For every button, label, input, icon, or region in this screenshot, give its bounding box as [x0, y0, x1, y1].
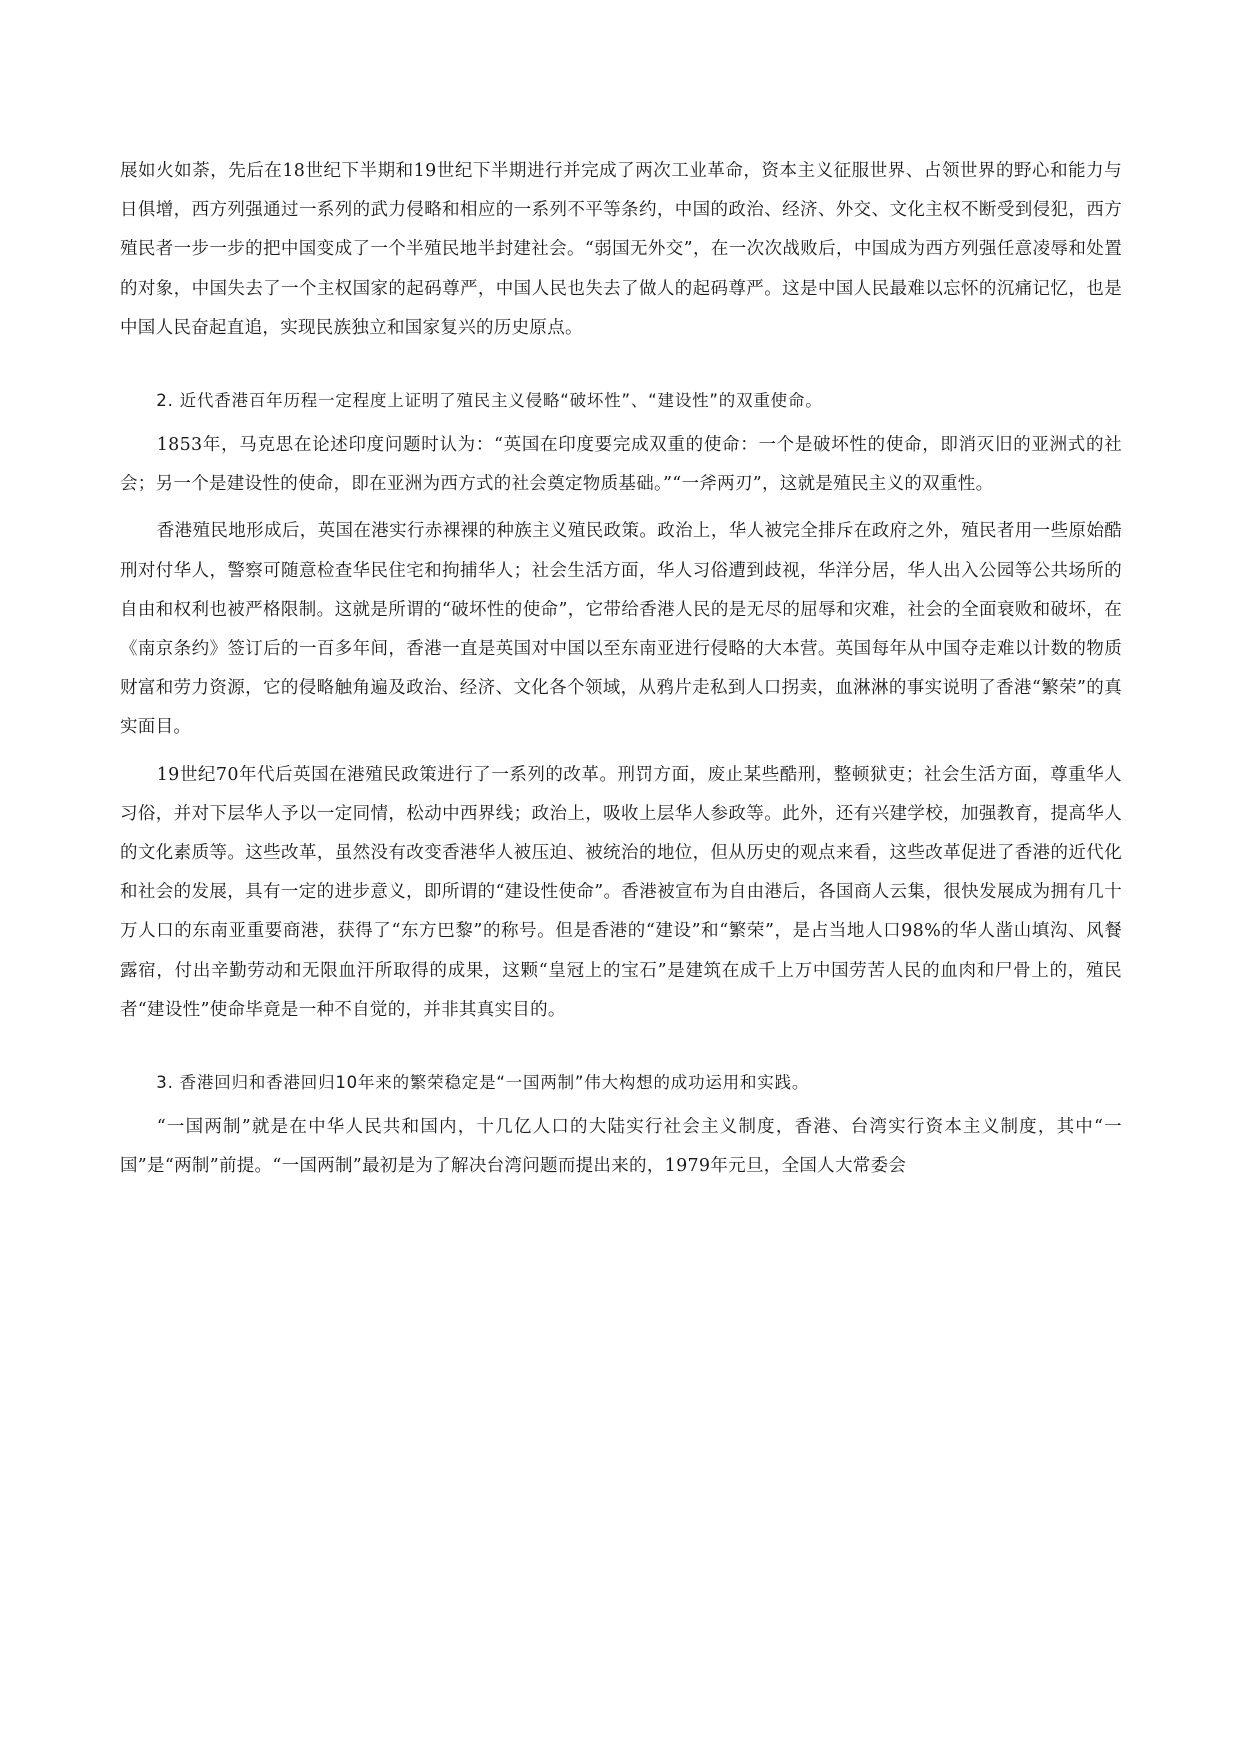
document-page — [120, 152, 1122, 1186]
section-heading-2: 2. 近代香港百年历程一定程度上证明了殖民主义侵略“破坏性”、“建设性”的双重使命。 — [156, 391, 823, 411]
section-heading-3: 3. 香港回归和香港回归10年来的繁荣稳定是“一国两制”伟大构想的成功运用和实践。 — [156, 1073, 810, 1093]
paragraph-marx-dual-mission: 1853年，马克思在论述印度问题时认为：“英国在印度要完成双重的使命：一个是破坏性的使命，即消灭旧的亚洲式的社会；另一个是建设性的使命，即在亚洲为西方式的社会奠定物质基础。”“一斧两刃”，这就是殖民主义的双重性。 — [120, 435, 1122, 495]
paragraph-one-country-two-systems: “一国两制”就是在中华人民共和国内，十几亿人口的大陆实行社会主义制度，香港、台湾实行资本主义制度，其中“一国”是“两制”前提。“一国两制”最初是为了解决台湾问题而提出来的，1979年元旦，全国人大常委会 — [120, 1117, 1122, 1177]
paragraph-industrial-revolution: 展如火如荼，先后在18世纪下半期和19世纪下半期进行并完成了两次工业革命，资本主义征服世界、占领世界的野心和能力与日俱增，西方列强通过一系列的武力侵略和相应的一系列不平等条约，中国的政治、经济、外交、文化主权不断受到侵犯，西方殖民者一步一步的把中国变成了一个半殖民地半封建社会。“弱国无外交”，在一次次战败后，中国成为西方列强任意凌辱和处置的对象，中国失去了一个主权国家的起码尊严，中国人民也失去了做人的起码尊严。这是中国人民最难以忘怀的沉痛记忆，也是中国人民奋起直追，实现民族独立和国家复兴的历史原点。 — [120, 161, 1122, 338]
paragraph-constructive-mission: 19世纪70年代后英国在港殖民政策进行了一系列的改革。刑罚方面，废止某些酷刑，整顿狱吏；社会生活方面，尊重华人习俗，并对下层华人予以一定同情，松动中西界线；政治上，吸收上层华人参政等。此外，还有兴建学校，加强教育，提高华人的文化素质等。这些改革，虽然没有改变香港华人被压迫、被统治的地位，但从历史的观点来看，这些改革促进了香港的近代化和社会的发展，具有一定的进步意义，即所谓的“建设性使命”。香港被宣布为自由港后，各国商人云集，很快发展成为拥有几十万人口的东南亚重要商港，获得了“东方巴黎”的称号。但是香港的“建设”和“繁荣”，是占当地人口98%的华人凿山填沟、风餐露宿，付出辛勤劳动和无限血汗所取得的成果，这颗“皇冠上的宝石”是建筑在成千上万中国劳苦人民的血肉和尸骨上的，殖民者“建设性”使命毕竟是一种不自觉的，并非其真实目的。 — [120, 764, 1122, 1020]
paragraph-destructive-mission: 香港殖民地形成后，英国在港实行赤裸裸的种族主义殖民政策。政治上，华人被完全排斥在政府之外，殖民者用一些原始酷刑对付华人，警察可随意检查华民住宅和拘捕华人；社会生活方面，华人习俗遭到歧视，华洋分居，华人出入公园等公共场所的自由和权利也被严格限制。这就是所谓的“破坏性的使命”，它带给香港人民的是无尽的屈辱和灾难，社会的全面衰败和破坏，在《南京条约》签订后的一百多年间，香港一直是英国对中国以至东南亚进行侵略的大本营。英国每年从中国夺走难以计数的物质财富和劳力资源，它的侵略触角遍及政治、经济、文化各个领域，从鸦片走私到人口拐卖，血淋淋的事实说明了香港“繁荣”的真实面目。 — [120, 521, 1122, 738]
